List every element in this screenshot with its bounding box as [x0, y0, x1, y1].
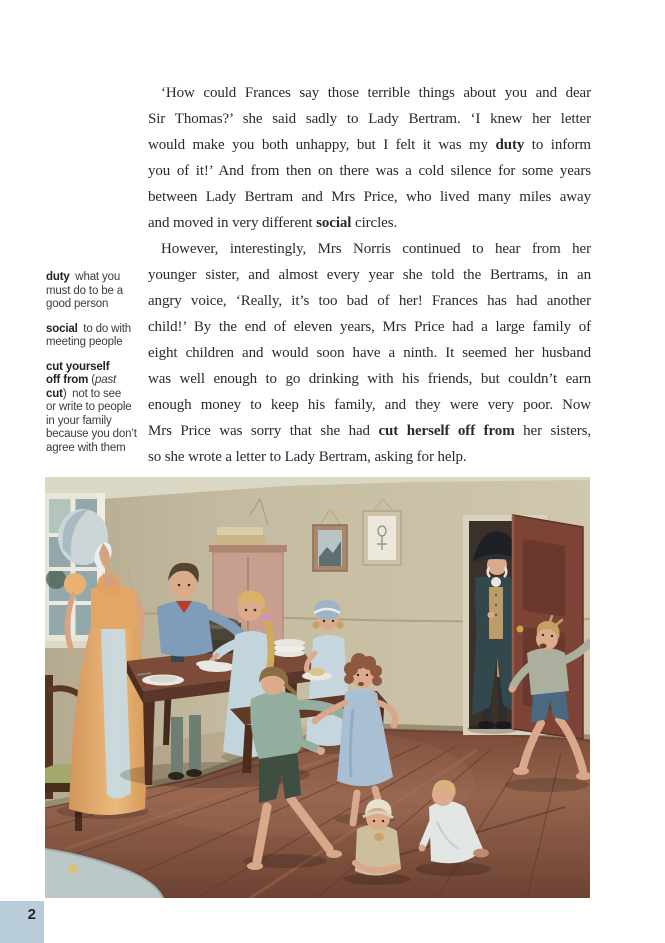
page-number-tab [0, 901, 44, 943]
glossary-entry-social: social to do with meeting people [46, 322, 132, 348]
paragraph-2: However, interestingly, Mrs Norris continued to hear from her younger sister, and almost every year she told the Bertrams, in an angry voice, ‘Really, it’s too bad of her! Frances has had another child!’ By the end of eleven years, Mrs Price had a large family of eight children and would soon have a ninth. It seemed her husband was well enough to go drinking with his friends, but couldn’t earn enough money to keep his family, and they were very poor. Now Mrs Price was sorry that she had cut herself off from her sisters, so she wrote a letter to Lady Bertram, asking for help. [148, 241, 591, 465]
page-number: 2 [27, 906, 36, 923]
doorknob [517, 626, 524, 633]
glossary [46, 271, 152, 466]
glossary-entry-duty: duty what you must do to be a good person [46, 271, 124, 310]
glossary-entry-cut-yourself-off-from: cut yourself off from (past cut) not to see or write to people in your family because you don’t agree with them [46, 360, 137, 454]
paragraph-1: ‘How could Frances say those terrible things about you and dear Sir Thomas?’ she said sadly to Lady Bertram. ‘I knew her letter would make you both unhappy, but I felt it was my duty to inform you of it!’ And from then on there was a cold silence for some years between Lady Bertram and Mrs Price, who lived many miles away and moved in very different social circles. [148, 85, 591, 231]
plate-stack [273, 639, 305, 657]
illustration-family-scene [45, 477, 590, 898]
story-text [148, 80, 591, 470]
